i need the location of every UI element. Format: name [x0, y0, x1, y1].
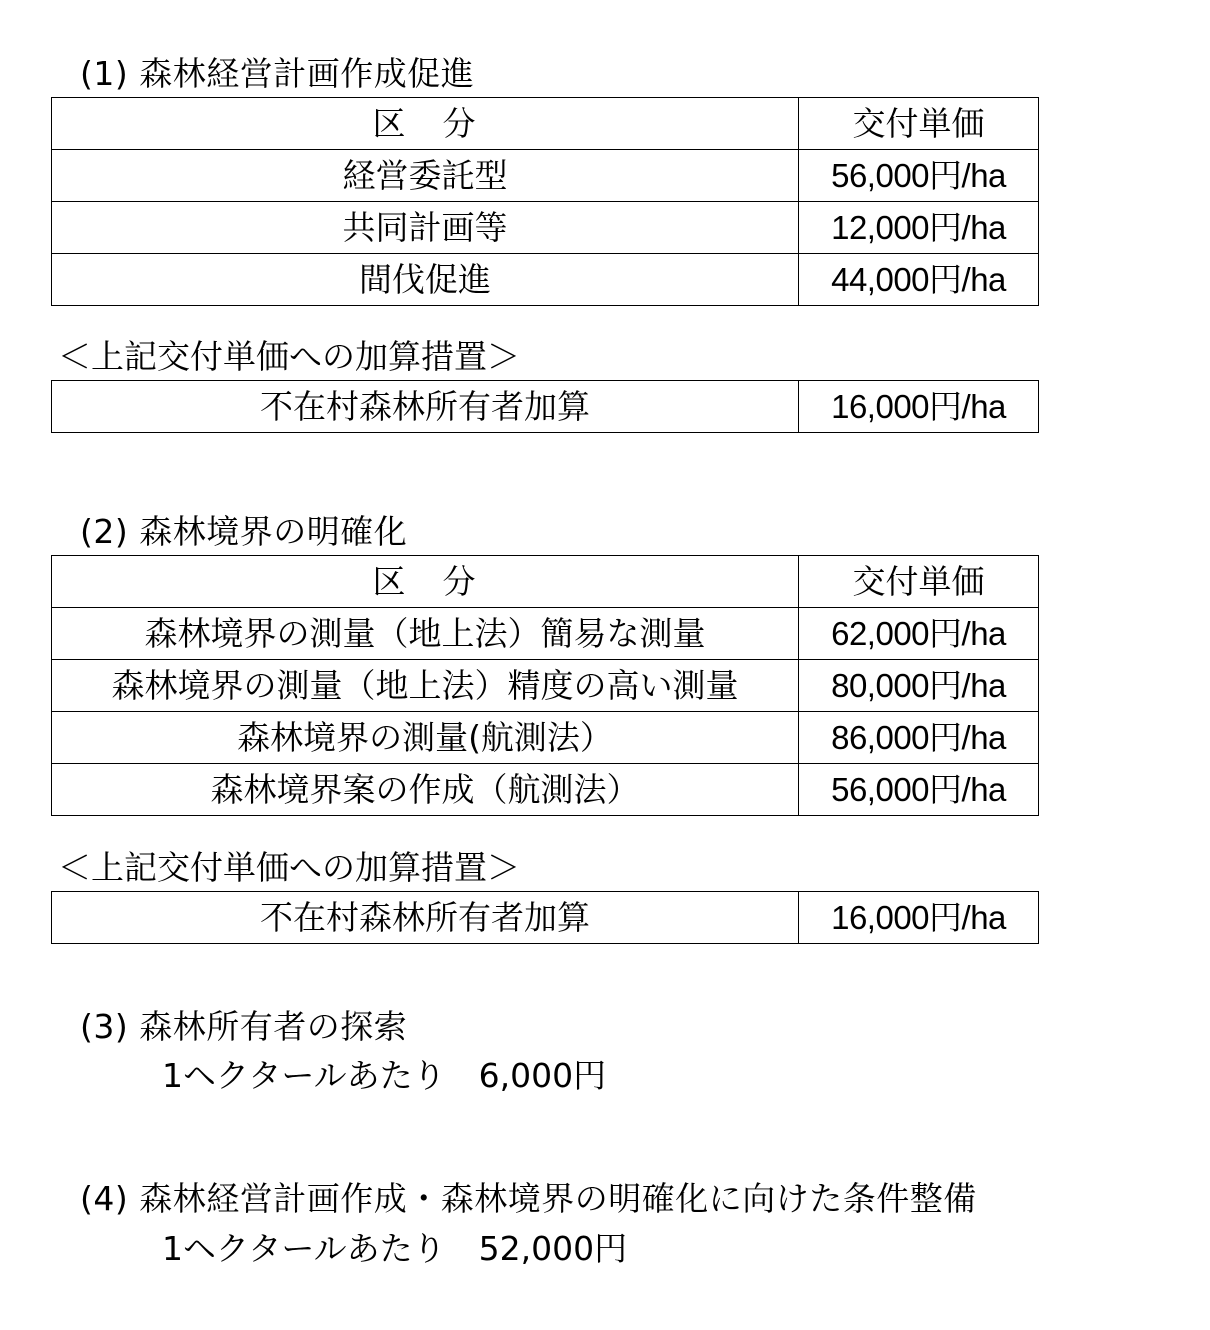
table-header-row — [52, 556, 1039, 608]
table-row — [52, 202, 1039, 254]
section4-heading: (4) 森林経営計画作成・森林境界の明確化に向けた条件整備 — [80, 1179, 977, 1218]
category-cell: 森林境界の測量(航測法） — [52, 712, 799, 764]
table-row — [52, 712, 1039, 764]
addition-category-cell: 不在村森林所有者加算 — [52, 381, 799, 433]
rate-cell: 56,000円/ha — [799, 764, 1039, 816]
table-row — [52, 254, 1039, 306]
section2-addition-table — [51, 891, 1039, 944]
rate-cell: 44,000円/ha — [799, 254, 1039, 306]
section2-addition-title: ＜上記交付単価への加算措置＞ — [58, 848, 520, 887]
category-cell: 間伐促進 — [52, 254, 799, 306]
rate-cell: 62,000円/ha — [799, 608, 1039, 660]
table-row — [52, 660, 1039, 712]
rate-cell: 80,000円/ha — [799, 660, 1039, 712]
rate-cell: 86,000円/ha — [799, 712, 1039, 764]
category-cell: 森林境界の測量（地上法）簡易な測量 — [52, 608, 799, 660]
section1-heading: (1) 森林経営計画作成促進 — [80, 54, 475, 93]
category-cell: 経営委託型 — [52, 150, 799, 202]
table-row — [52, 150, 1039, 202]
section3-detail: 1ヘクタールあたり 6,000円 — [162, 1056, 607, 1095]
section2-rate-table — [51, 555, 1039, 816]
section1-rate-table — [51, 97, 1039, 306]
table-row — [52, 608, 1039, 660]
section3-heading: (3) 森林所有者の探索 — [80, 1007, 408, 1046]
section2-heading: (2) 森林境界の明確化 — [80, 512, 408, 551]
category-cell: 共同計画等 — [52, 202, 799, 254]
table-header-row — [52, 98, 1039, 150]
category-cell: 森林境界案の作成（航測法） — [52, 764, 799, 816]
table-row — [52, 381, 1039, 433]
section1-addition-title: ＜上記交付単価への加算措置＞ — [58, 337, 520, 376]
category-header: 区 分 — [52, 98, 799, 150]
addition-rate-cell: 16,000円/ha — [799, 381, 1039, 433]
section4-detail: 1ヘクタールあたり 52,000円 — [162, 1229, 628, 1268]
section1-addition-table — [51, 380, 1039, 433]
rate-cell: 56,000円/ha — [799, 150, 1039, 202]
rate-cell: 12,000円/ha — [799, 202, 1039, 254]
table-row — [52, 764, 1039, 816]
category-cell: 森林境界の測量（地上法）精度の高い測量 — [52, 660, 799, 712]
table-row — [52, 892, 1039, 944]
rate-header: 交付単価 — [799, 98, 1039, 150]
addition-category-cell: 不在村森林所有者加算 — [52, 892, 799, 944]
category-header: 区 分 — [52, 556, 799, 608]
addition-rate-cell: 16,000円/ha — [799, 892, 1039, 944]
rate-header: 交付単価 — [799, 556, 1039, 608]
